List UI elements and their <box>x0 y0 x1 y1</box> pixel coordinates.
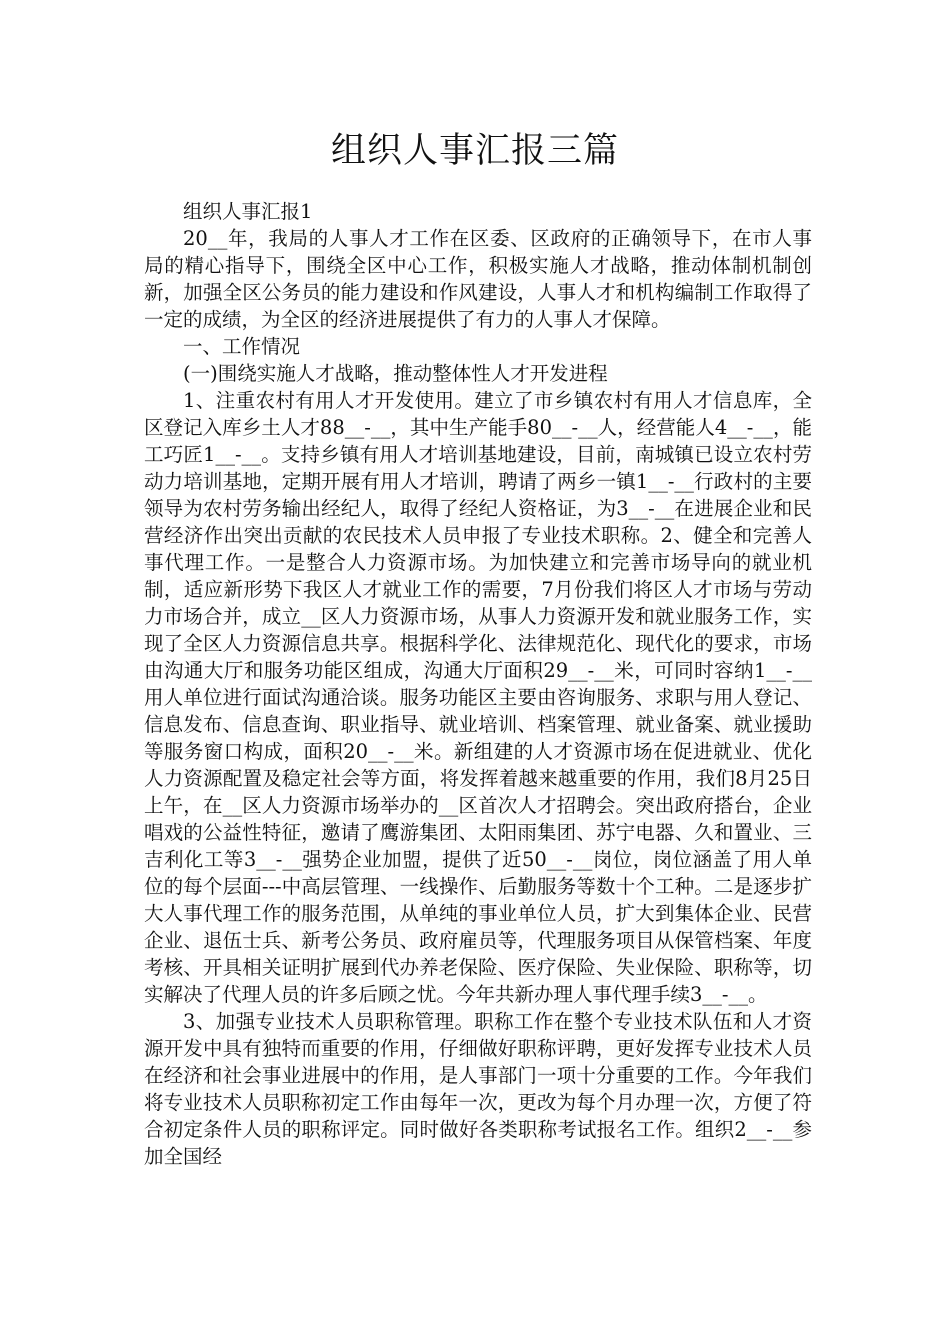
document-body <box>144 198 812 1170</box>
document-title: 组织人事汇报三篇 <box>330 131 619 171</box>
subsection-heading: (一)围绕实施人才战略，推动整体性人才开发进程 <box>183 362 608 385</box>
section-heading: 组织人事汇报1 <box>183 200 313 223</box>
paragraph: 3、加强专业技术人员职称管理。职称工作在整个专业技术队伍和人才资源开发中具有独特而重要的作用，仔细做好职称评聘，更好发挥专业技术人员在经济和社会事业进展中的作用，是人事部门一项十分重要的工作。今年我们将专业技术人员职称初定工作由每年一次，更改为每个月办理一次，方便了符合初定条件人员的职称评定。同时做好各类职称考试报名工作。组织2__-__参加全国经 <box>144 1010 812 1168</box>
paragraph: 20__年，我局的人事人才工作在区委、区政府的正确领导下，在市人事局的精心指导下，围绕全区中心工作，积极实施人才战略，推动体制机制创新，加强全区公务员的能力建设和作风建设，人事人才和机构编制工作取得了一定的成绩，为全区的经济进展提供了有力的人事人才保障。 <box>144 227 812 331</box>
section-heading: 一、工作情况 <box>183 335 301 358</box>
paragraph: 1、注重农村有用人才开发使用。建立了市乡镇农村有用人才信息库，全区登记入库乡土人才88__-__，其中生产能手80__-__人，经营能人4__-__，能工巧匠1__-__。支持乡镇有用人才培训基地建设，目前，南城镇已设立农村劳动力培训基地，定期开展有用人才培训，聘请了两乡一镇1__-__行政村的主要领导为农村劳务输出经纪人，取得了经纪人资格证，为3__-__在进展企业和民营经济作出突出贡献的农民技术人员申报了专业技术职称。2、健全和完善人事代理工作。一是整合人力资源市场。为加快建立和完善市场导向的就业机制，适应新形势下我区人才就业工作的需要，7月份我们将区人才市场与劳动力市场合并，成立__区人力资源市场，从事人力资源开发和就业服务工作，实现了全区人力资源信息共享。根据科学化、法律规范化、现代化的要求，市场由沟通大厅和服务功能区组成，沟通大厅面积29__-__米，可同时容纳1__-__用人单位进行面试沟通洽谈。服务功能区主要由咨询服务、求职与用人登记、信息发布、信息查询、职业指导、就业培训、档案管理、就业备案、就业援助等服务窗口构成，面积20__-__米。新组建的人才资源市场在促进就业、优化人力资源配置及稳定社会等方面，将发挥着越来越重要的作用，我们8月25日上午，在__区人力资源市场举办的__区首次人才招聘会。突出政府搭台，企业唱戏的公益性特征，邀请了鹰游集团、太阳雨集团、苏宁电器、久和置业、三吉利化工等3__-__强势企业加盟，提供了近50__-__岗位，岗位涵盖了用人单位的每个层面---中高层管理、一线操作、后勤服务等数十个工种。二是逐步扩大人事代理工作的服务范围，从单纯的事业单位人员，扩大到集体企业、民营企业、退伍士兵、新考公务员、政府雇员等，代理服务项目从保管档案、年度考核、开具相关证明扩展到代办养老保险、医疗保险、失业保险、职称等，切实解决了代理人员的许多后顾之忧。今年共新办理人事代理手续3__-__。 <box>144 389 812 1006</box>
